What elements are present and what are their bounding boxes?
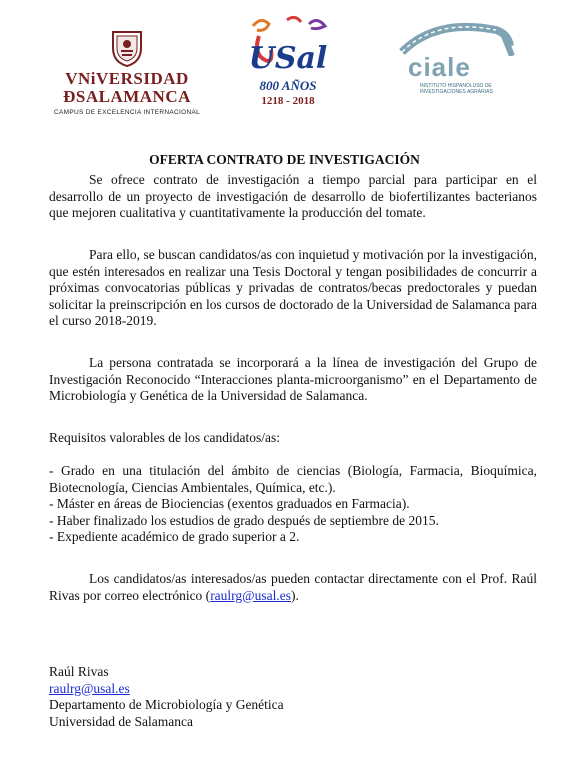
ciale-name: ciale [408, 52, 471, 82]
usal-logo [52, 28, 202, 116]
ciale-sub-line1: INSTITUTO HISPANOLUSO DE [420, 83, 492, 89]
contact-text: Los candidatos/as interesados/as pueden contactar directamente con el Prof. Raúl Rivas por correo electrónico ( [49, 571, 537, 603]
requirements-list [49, 463, 537, 546]
anniversary-logo [243, 14, 333, 107]
usal-shield-icon [107, 28, 147, 68]
header-logos [0, 14, 569, 124]
requirement-item: - Haber finalizado los estudios de grado después de septiembre de 2015. [49, 512, 439, 528]
document-title: OFERTA CONTRATO DE INVESTIGACIÓN [149, 152, 420, 167]
signature-block [49, 664, 537, 730]
requirement-item: - Máster en áreas de Biociencias (exentos graduados en Farmacia). [49, 496, 410, 512]
signature-name: Raúl Rivas [49, 664, 109, 679]
contact-paragraph [49, 571, 537, 604]
contact-email-link[interactable]: raulrg@usal.es [210, 587, 291, 603]
usal-subtitle: CAMPUS DE EXCELENCIA INTERNACIONAL [53, 109, 200, 116]
usal-800-mark-icon [243, 14, 333, 84]
usal-mark-text: USal [248, 41, 328, 76]
ciale-sub-line2: INVESTIGACIONES AGRARIAS [420, 89, 493, 95]
paragraph-2: Para ello, se buscan candidatos/as con inquietud y motivación por la investigación, que estén interesados en realizar una Tesis Doctoral y tengan posibilidades de concurrir a próximas convocatorias públicas y privadas de contratos/becas predoctorales y puedan solicitar la preinscripción en los cursos de doctorado de la Universidad de Salamanca para el curso 2018-2019. [49, 247, 537, 329]
ciale-logo [396, 22, 516, 95]
paragraph-1: Se ofrece contrato de investigación a tiempo parcial para participar en el desarrollo de un proyecto de investigación de desarrollo de biofertilizantes bacterianos que mejoren cualitativa y cuantitativamente la producción del tomate. [49, 172, 537, 221]
requirements-heading: Requisitos valorables de los candidatos/as: [49, 430, 280, 445]
signature-email-link[interactable]: raulrg@usal.es [49, 680, 130, 696]
requirement-item: - Grado en una titulación del ámbito de ciencias (Biología, Farmacia, Bioquímica, Biotecnología, Ciencias Ambientales, Química, etc.). [49, 463, 537, 495]
usal-name-line1: VNiVERSIDAD [65, 69, 189, 88]
ciale-arch-icon [396, 22, 516, 56]
signature-department: Departamento de Microbiología y Genética [49, 697, 284, 713]
anniversary-dates: 1218 - 2018 [261, 95, 315, 107]
requirement-item: - Expediente académico de grado superior a 2. [49, 529, 300, 545]
contact-text-end: ). [290, 587, 299, 603]
anniversary-years: 800 AÑOS [259, 78, 317, 93]
paragraph-3: La persona contratada se incorporará a la línea de investigación del Grupo de Investigación Reconocido “Interacciones planta-microorganismo” en el Departamento de Microbiología y Genética de la Universidad de Salamanca. [49, 355, 537, 404]
signature-university: Universidad de Salamanca [49, 713, 193, 729]
usal-name-line2: ÐSALAMANCA [63, 87, 191, 106]
